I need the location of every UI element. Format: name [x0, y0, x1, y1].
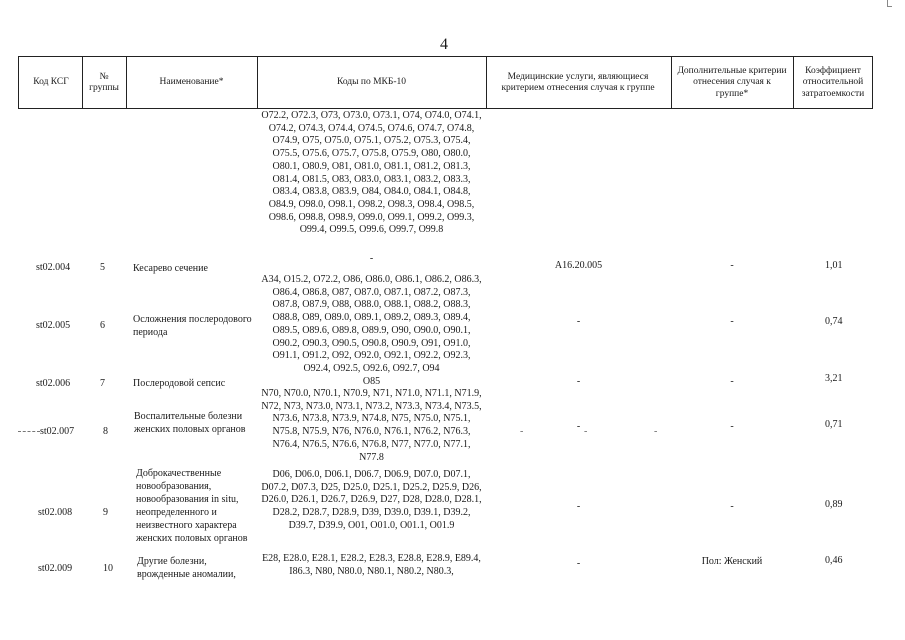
row-name: Доброкачественные новообразования, новообразования in situ, неопределенного и неизвестного характера женских половых органов — [136, 468, 248, 544]
row-coefficient: 0,46 — [825, 555, 843, 566]
row-group-number: 9 — [103, 507, 108, 518]
row-icd-codes: D06, D06.0, D06.1, D06.7, D06.9, D07.0, D07.1, D07.2, D07.3, D25, D25.0, D25.1, D25.2, D25.9, D26, D26.0, D26.1, D26.7, D26.9, D27, D28, D28.0, D28.1, D28.2, D28.7, D28.9, D39, D39.0, D39.1, D39.2, D39.7, D39.9, O01, O01.0, O01.1, O01.9 — [261, 469, 482, 531]
continued-icd-codes: O72.2, O72.3, O73, O73.0, O73.1, O74, O74.0, O74.1, O74.2, O74.3, O74.4, O74.5, O74.6, O74.7, O74.8, O74.9, O75, O75.0, O75.1, O75.2, O75.3, O75.4, O75.5, O75.6, O75.7, O75.8, O75.9, O80, O80.0, O80.1, O80.9, O81, O81.0, O81.1, O81.2, O81.3, O81.4, O81.5, O83, O83.0, O83.1, O83.2, O83.3, O83.4, O83.8, O83.9, O84, O84.0, O84.1, O84.8, O84.9, O98.0, O98.1, O98.2, O98.3, O98.4, O98.5, O98.6, O98.8, O98.9, O99.0, O99.1, O99.2, O99.3, O99.4, O99.5, O99.6, O99.7, O99.8 — [261, 110, 482, 236]
row-additional-criteria: - — [730, 501, 734, 512]
faint-mark: - — [520, 426, 524, 437]
row-code: st02.009 — [38, 563, 73, 574]
col-divider — [872, 56, 873, 109]
row-additional-criteria: - — [730, 421, 734, 432]
row-additional-criteria: - — [730, 376, 734, 387]
col-divider — [257, 56, 258, 109]
header-additional-criteria: Дополнительные критерии отнесения случая к группе* — [677, 65, 787, 99]
row-coefficient: 0,74 — [825, 316, 843, 327]
header-medical-services: Медицинские услуги, являющиеся критерием отнесения случая к группе — [501, 71, 655, 93]
row-coefficient: 1,01 — [825, 260, 843, 271]
header-group-number: № группы — [89, 71, 119, 93]
row-group-number: 6 — [100, 320, 105, 331]
row-additional-criteria: Пол: Женский — [701, 556, 763, 567]
row-medical-services: - — [576, 376, 581, 387]
row-medical-services: - — [576, 501, 581, 512]
row-code: st02.008 — [38, 507, 73, 518]
row-icd-codes: A34, O15.2, O72.2, O86, O86.0, O86.1, O86.2, O86.3, O86.4, O86.8, O87, O87.0, O87.1, O87.2, O87.3, O87.8, O87.9, O88, O88.0, O88.1, O88.2, O88.3, O88.8, O89, O89.0, O89.1, O89.2, O89.3, O89.4, O89.5, O89.6, O89.8, O89.9, O90, O90.0, O90.1, O90.2, O90.3, O90.5, O90.8, O90.9, O91, O91.0, O91.1, O91.2, O92, O92.0, O92.1, O92.2, O92.3, O92.4, O92.5, O92.6, O92.7, O94 — [261, 274, 482, 374]
col-divider — [18, 56, 19, 109]
row-additional-criteria: - — [730, 260, 734, 271]
row-medical-services: - — [576, 558, 581, 569]
faint-mark: - — [654, 426, 658, 437]
row-name: Кесарево сечение — [133, 263, 208, 274]
row-medical-services: - — [576, 316, 581, 327]
col-divider — [126, 56, 127, 109]
row-additional-criteria: - — [730, 316, 734, 327]
row-medical-services: A16.20.005 — [554, 260, 603, 271]
faint-mark: - — [584, 426, 588, 437]
row-name: Воспалительные болезни женских половых органов — [134, 411, 246, 435]
row-group-number: 5 — [100, 262, 105, 273]
row-coefficient: 0,71 — [825, 419, 843, 430]
row-coefficient: 0,89 — [825, 499, 843, 510]
col-divider — [486, 56, 487, 109]
row-code: st02.004 — [36, 262, 71, 273]
page-number: 4 — [440, 36, 448, 53]
row-group-number: 8 — [103, 426, 108, 437]
header-bottom-rule — [18, 108, 873, 109]
col-divider — [793, 56, 794, 109]
row-code: st02.005 — [36, 320, 71, 331]
header-cost-coefficient: Коэффициент относительной затратоемкости — [801, 65, 865, 99]
row-coefficient: 3,21 — [825, 373, 843, 384]
row-group-number: 7 — [100, 378, 105, 389]
header-top-rule — [18, 56, 873, 57]
corner-mark — [887, 0, 892, 7]
header-icd-codes: Коды по МКБ-10 — [336, 77, 407, 88]
header-name: Наименование* — [159, 77, 224, 88]
row-code: st02.007 — [40, 426, 75, 437]
row-icd-codes: - — [369, 253, 374, 264]
row-group-number: 10 — [103, 563, 113, 574]
row-icd-codes: O85 — [362, 376, 381, 387]
row-name: Осложнения послеродового периода — [133, 314, 252, 338]
row-name: Другие болезни, врожденные аномалии, — [137, 556, 236, 580]
header-code: Код КСГ — [33, 77, 69, 88]
col-divider — [671, 56, 672, 109]
row-icd-codes: E28, E28.0, E28.1, E28.2, E28.3, E28.8, E28.9, E89.4, I86.3, N80, N80.0, N80.1, N80.2, N80.3, — [262, 553, 481, 577]
margin-dash — [18, 431, 40, 432]
row-code: st02.006 — [36, 378, 71, 389]
row-name: Послеродовой сепсис — [133, 378, 226, 389]
col-divider — [82, 56, 83, 109]
row-icd-codes: N70, N70.0, N70.1, N70.9, N71, N71.0, N71.1, N71.9, N72, N73, N73.0, N73.1, N73.2, N73.3, N73.4, N73.5, N73.6, N73.8, N73.9, N74.8, N75, N75.0, N75.1, N75.8, N75.9, N76, N76.0, N76.1, N76.2, N76.3, N76.4, N76.5, N76.6, N76.8, N77, N77.0, N77.1, N77.8 — [261, 388, 482, 463]
row-medical-services: - — [576, 421, 581, 432]
